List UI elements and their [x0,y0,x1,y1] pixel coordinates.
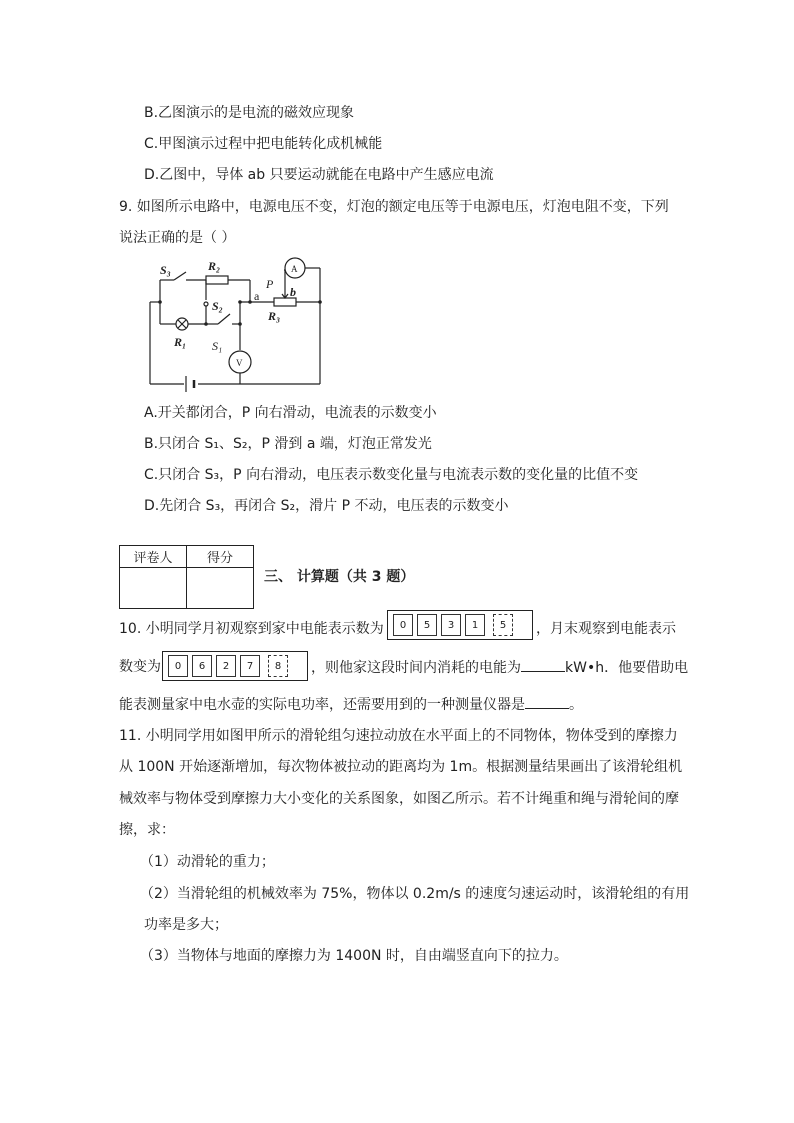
q9-option-d: D.先闭合 S₃，再闭合 S₂，滑片 P 不动，电压表的示数变小 [144,498,509,514]
score-table-reviewer-header: 评卷人 [120,546,187,568]
meter-end-digit: 7 [240,655,260,677]
q10-line2-text-a: ，则他家这段时间内消耗的电能为 [311,660,521,676]
meter-end-decimal-digit: 8 [268,655,288,677]
q9-stem-line1: 9. 如图所示电路中，电源电压不变，灯泡的额定电压等于电源电压，灯泡电阻不变，下列 [119,199,669,215]
meter-start [387,610,533,640]
q11-line1: 11. 小明同学用如图甲所示的滑轮组匀速拉动放在水平面上的不同物体，物体受到的摩擦力 [119,728,678,744]
label-a: a [254,289,260,303]
answer-blank-energy[interactable] [521,657,565,672]
q8-option-c: C.甲图演示过程中把电能转化成机械能 [144,136,383,152]
resistor-r2 [206,276,228,284]
q11-line3: 械效率与物体受到摩擦力大小变化的关系图象，如图乙所示。若不计绳重和绳与滑轮间的摩 [119,791,679,807]
meter-end-digit: 0 [168,655,188,677]
q11-sub2-line2: 功率是多大； [144,917,228,933]
label-p: P [266,277,274,291]
q8-option-b: B.乙图演示的是电流的磁效应现象 [144,105,355,121]
label-r2: R₂ [208,259,221,273]
meter-start-digit: 3 [441,614,461,636]
circuit-diagram [140,254,340,394]
score-table-score-header: 得分 [187,546,254,568]
q11-line2: 从 100N 开始逐渐增加，每次物体被拉动的距离均为 1m。根据测量结果画出了该滑轮组机 [119,759,683,775]
label-s1: S₁ [212,339,223,353]
label-r1: R₁ [174,335,187,349]
q10-line3-text: 能表测量家中电水壶的实际电功率，还需要用到的一种测量仪器是 [119,697,525,713]
q11-sub2-line1: （2）当滑轮组的机械效率为 75%，物体以 0.2m/s 的速度匀速运动时，该滑轮组的有用 [140,886,690,902]
meter-start-digit: 5 [417,614,437,636]
label-ammeter: A [291,264,298,274]
q9-option-b: B.只闭合 S₁、S₂，P 滑到 a 端，灯泡正常发光 [144,436,432,452]
q10-line2-suffix [311,657,688,678]
rheostat-r3 [274,298,296,306]
q9-stem-line2: 说法正确的是（ ） [119,230,236,246]
score-table-reviewer-cell[interactable] [120,568,187,609]
answer-blank-instrument[interactable] [525,694,569,709]
meter-start-digit: 1 [465,614,485,636]
meter-end-digit: 6 [192,655,212,677]
q10-line1-suffix: ，月末观察到电能表示 [536,621,676,637]
score-table [119,545,254,609]
q11-sub1: （1）动滑轮的重力； [140,854,275,870]
q11-line4: 擦，求： [119,822,175,838]
label-r3: R₃ [268,309,281,323]
q10-line3-end: 。 [569,697,583,713]
q9-option-c: C.只闭合 S₃，P 向右滑动，电压表示数变化量与电流表示数的变化量的比值不变 [144,467,639,483]
label-b: b [290,285,296,299]
q10-line3 [119,694,583,715]
q11-sub3: （3）当物体与地面的摩擦力为 1400N 时，自由端竖直向下的拉力。 [140,948,568,964]
meter-end-digit: 2 [216,655,236,677]
label-s2: S₂ [212,299,223,313]
label-voltmeter: V [236,358,243,368]
q10-line2-text-b: kW•h．他要借助电 [565,660,689,676]
q10-line2-prefix: 数变为 [119,659,161,675]
q10-line1-prefix: 10. 小明同学月初观察到家中电能表示数为 [119,621,384,637]
meter-start-digit: 0 [393,614,413,636]
switch-s3-blade [174,272,186,280]
q8-option-d: D.乙图中，导体 ab 只要运动就能在电路中产生感应电流 [144,167,494,183]
score-table-score-cell[interactable] [187,568,254,609]
label-s3: S₃ [160,263,171,277]
section-title: 三、 计算题（共 3 题） [264,569,415,585]
meter-end [162,651,308,681]
meter-start-decimal-digit: 5 [493,614,513,636]
q9-option-a: A.开关都闭合，P 向右滑动，电流表的示数变小 [144,405,437,421]
switch-s1-blade [218,314,230,324]
